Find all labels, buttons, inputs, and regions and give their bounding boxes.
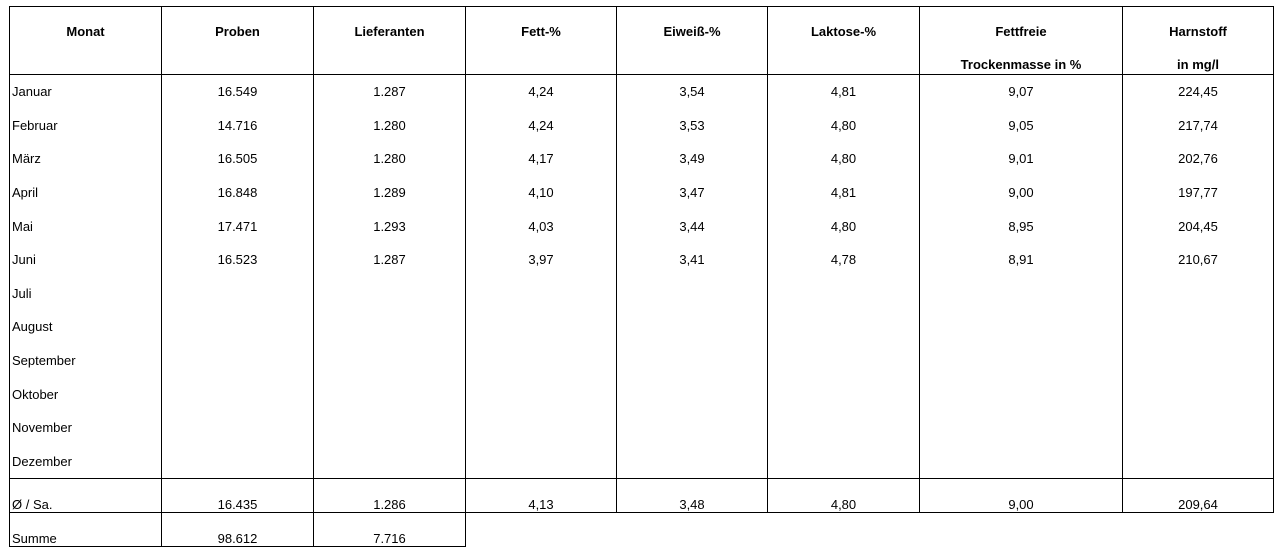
- cell-month: November: [10, 411, 162, 445]
- cell-proben: 16.549: [162, 75, 314, 109]
- cell-laktose: 4,80: [768, 142, 920, 176]
- cell-lieferanten: 1.280: [314, 109, 466, 143]
- header-row: [10, 7, 1274, 75]
- table-row: [10, 142, 1274, 176]
- table-row: [10, 176, 1274, 210]
- cell-fett: [466, 277, 617, 311]
- cell-trockenmasse: 8,95: [920, 209, 1123, 243]
- cell-fett: 4,03: [466, 209, 617, 243]
- header-fett: Fett-%: [466, 7, 617, 75]
- cell-eiweiss: 3,53: [617, 109, 768, 143]
- table-row: [10, 411, 1274, 445]
- cell-laktose: [768, 310, 920, 344]
- cell-month: Oktober: [10, 377, 162, 411]
- cell-trockenmasse: 9,05: [920, 109, 1123, 143]
- cell-harnstoff: 224,45: [1123, 75, 1274, 109]
- cell-lieferanten: 1.287: [314, 75, 466, 109]
- cell-lieferanten: [314, 377, 466, 411]
- cell-trockenmasse: 9,00: [920, 176, 1123, 210]
- cell-month: Juni: [10, 243, 162, 277]
- cell-lieferanten: [314, 310, 466, 344]
- cell-lieferanten: [314, 277, 466, 311]
- table-row: [10, 209, 1274, 243]
- cell-harnstoff: [1123, 310, 1274, 344]
- average-harnstoff: 209,64: [1123, 479, 1274, 513]
- cell-harnstoff: [1123, 344, 1274, 378]
- cell-eiweiss: [617, 411, 768, 445]
- sum-proben: 98.612: [162, 513, 314, 547]
- cell-laktose: 4,80: [768, 109, 920, 143]
- cell-eiweiss: 3,49: [617, 142, 768, 176]
- cell-harnstoff: 202,76: [1123, 142, 1274, 176]
- header-proben: Proben: [162, 7, 314, 75]
- cell-proben: [162, 445, 314, 479]
- cell-proben: 17.471: [162, 209, 314, 243]
- cell-proben: [162, 344, 314, 378]
- cell-month: August: [10, 310, 162, 344]
- cell-proben: 16.505: [162, 142, 314, 176]
- cell-lieferanten: [314, 445, 466, 479]
- milk-quality-table: [9, 6, 1274, 547]
- cell-trockenmasse: 8,91: [920, 243, 1123, 277]
- cell-proben: [162, 310, 314, 344]
- table-row: [10, 344, 1274, 378]
- cell-fett: 4,24: [466, 109, 617, 143]
- cell-eiweiss: [617, 377, 768, 411]
- header-eiweiss: Eiweiß-%: [617, 7, 768, 75]
- cell-month: Januar: [10, 75, 162, 109]
- average-eiweiss: 3,48: [617, 479, 768, 513]
- cell-harnstoff: [1123, 411, 1274, 445]
- header-trockenmasse: Fettfreie Trockenmasse in %: [920, 7, 1123, 75]
- cell-eiweiss: [617, 445, 768, 479]
- table-row: [10, 109, 1274, 143]
- average-laktose: 4,80: [768, 479, 920, 513]
- sum-label: Summe: [10, 513, 162, 547]
- cell-eiweiss: [617, 310, 768, 344]
- cell-eiweiss: 3,47: [617, 176, 768, 210]
- header-lieferanten: Lieferanten: [314, 7, 466, 75]
- cell-trockenmasse: [920, 310, 1123, 344]
- sum-empty: [466, 513, 1274, 547]
- cell-fett: [466, 310, 617, 344]
- cell-lieferanten: 1.280: [314, 142, 466, 176]
- cell-trockenmasse: [920, 411, 1123, 445]
- cell-fett: [466, 411, 617, 445]
- cell-trockenmasse: [920, 344, 1123, 378]
- cell-lieferanten: [314, 344, 466, 378]
- table-row: [10, 377, 1274, 411]
- cell-harnstoff: [1123, 445, 1274, 479]
- table-row: [10, 243, 1274, 277]
- cell-month: Februar: [10, 109, 162, 143]
- cell-laktose: [768, 377, 920, 411]
- cell-lieferanten: 1.289: [314, 176, 466, 210]
- cell-trockenmasse: [920, 377, 1123, 411]
- cell-trockenmasse: 9,07: [920, 75, 1123, 109]
- header-laktose: Laktose-%: [768, 7, 920, 75]
- sum-row: [10, 513, 1274, 547]
- cell-laktose: 4,78: [768, 243, 920, 277]
- cell-harnstoff: [1123, 377, 1274, 411]
- cell-lieferanten: 1.287: [314, 243, 466, 277]
- cell-month: April: [10, 176, 162, 210]
- cell-eiweiss: [617, 277, 768, 311]
- cell-proben: [162, 377, 314, 411]
- average-label: Ø / Sa.: [10, 479, 162, 513]
- cell-eiweiss: 3,54: [617, 75, 768, 109]
- cell-laktose: 4,80: [768, 209, 920, 243]
- cell-eiweiss: 3,41: [617, 243, 768, 277]
- cell-laktose: [768, 344, 920, 378]
- sum-lieferanten: 7.716: [314, 513, 466, 547]
- cell-fett: 4,24: [466, 75, 617, 109]
- table-row: [10, 310, 1274, 344]
- cell-laktose: [768, 411, 920, 445]
- table-row: [10, 277, 1274, 311]
- average-row: [10, 479, 1274, 513]
- cell-fett: [466, 445, 617, 479]
- average-lieferanten: 1.286: [314, 479, 466, 513]
- cell-trockenmasse: [920, 277, 1123, 311]
- monthly-rows: [10, 75, 1274, 479]
- cell-laktose: [768, 445, 920, 479]
- cell-trockenmasse: [920, 445, 1123, 479]
- cell-laktose: 4,81: [768, 75, 920, 109]
- cell-laktose: 4,81: [768, 176, 920, 210]
- cell-month: September: [10, 344, 162, 378]
- cell-trockenmasse: 9,01: [920, 142, 1123, 176]
- cell-month: Dezember: [10, 445, 162, 479]
- cell-eiweiss: 3,44: [617, 209, 768, 243]
- cell-month: Mai: [10, 209, 162, 243]
- table-row: [10, 75, 1274, 109]
- cell-harnstoff: 217,74: [1123, 109, 1274, 143]
- table-row: [10, 445, 1274, 479]
- cell-proben: 16.523: [162, 243, 314, 277]
- cell-fett: 4,10: [466, 176, 617, 210]
- header-harnstoff: Harnstoff in mg/l: [1123, 7, 1274, 75]
- cell-proben: 14.716: [162, 109, 314, 143]
- cell-lieferanten: [314, 411, 466, 445]
- cell-eiweiss: [617, 344, 768, 378]
- cell-fett: [466, 377, 617, 411]
- average-fett: 4,13: [466, 479, 617, 513]
- cell-fett: [466, 344, 617, 378]
- cell-harnstoff: 197,77: [1123, 176, 1274, 210]
- cell-lieferanten: 1.293: [314, 209, 466, 243]
- header-monat: Monat: [10, 7, 162, 75]
- cell-proben: 16.848: [162, 176, 314, 210]
- cell-harnstoff: 210,67: [1123, 243, 1274, 277]
- cell-month: Juli: [10, 277, 162, 311]
- cell-harnstoff: [1123, 277, 1274, 311]
- cell-fett: 4,17: [466, 142, 617, 176]
- cell-month: März: [10, 142, 162, 176]
- cell-laktose: [768, 277, 920, 311]
- cell-proben: [162, 277, 314, 311]
- cell-fett: 3,97: [466, 243, 617, 277]
- average-trockenmasse: 9,00: [920, 479, 1123, 513]
- cell-harnstoff: 204,45: [1123, 209, 1274, 243]
- cell-proben: [162, 411, 314, 445]
- average-proben: 16.435: [162, 479, 314, 513]
